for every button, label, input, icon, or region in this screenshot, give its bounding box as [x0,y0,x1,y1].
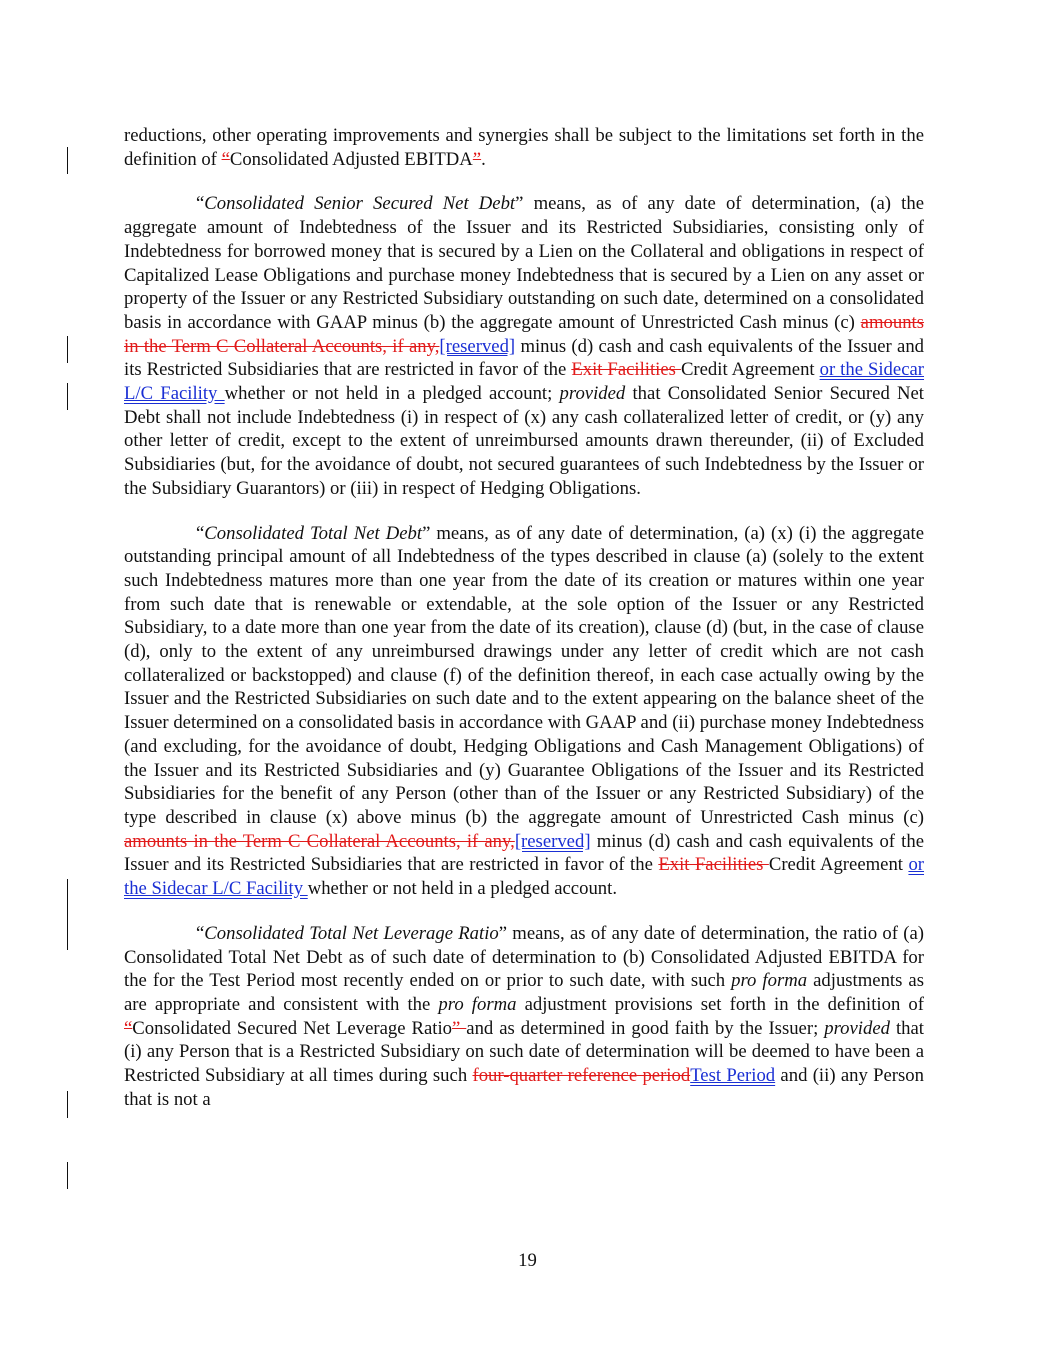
text-run: “ [196,193,205,215]
deleted-text: amounts in the Term C Collateral Accounts, if any, [124,830,515,852]
page-number: 19 [518,1250,537,1271]
text-run: ” means, as of any date of determination, (a) (x) (i) the aggregate outstanding principal amount of all Indebtedness of the types described in clause (a) (solely to the extent such Indebtedness matures more than one year from the date of its creation or matures within one year from such date that is renewable or extendable, at the sole option of the Issuer or any Restricted Subsidiary, to a date more than one year from the date of its creation), clause (d) (but, in the case of clause (d), only to the extent of any unreimbursed drawings under any letter of credit which are not cash collateralized or backstopped) and clause (f) of the definition thereof, in each case actually owing by the Issuer and the Restricted Subsidiaries on such date and to the extent appearing on the balance sheet of the Issuer determined on a consolidated basis in accordance with GAAP and (ii) purchase money Indebtedness (and excluding, for the avoidance of doubt, Hedging Obligations and Cash Management Obligations) of the Issuer and its Restricted Subsidiaries and (y) Guarantee Obligations of the Issuer and its Restricted Subsidiaries for the benefit of any Person (other than of the Issuer or any Restricted Subsidiary) of the type described in clause (x) above minus (b) the aggregate amount of Unrestricted Cash minus (c) [124,522,924,828]
inserted-text: Test Period [690,1065,776,1087]
change-bar [67,147,68,174]
paragraph-continuation [124,124,924,171]
deleted-text: Exit Facilities [658,854,769,876]
deleted-text: ” [452,1017,467,1039]
inserted-text: or the Sidecar L/C Facility [124,359,925,405]
change-bar [67,336,68,363]
deleted-text: four-quarter reference period [472,1065,691,1087]
change-bar [67,383,68,410]
italic-text: pro forma [438,993,517,1015]
text-run: “ [196,922,205,944]
inserted-text: or the Sidecar L/C Facility [124,854,925,900]
defined-term: Consolidated Senior Secured Net Debt [204,193,516,215]
deleted-text: “ [124,1017,133,1039]
defined-term: Consolidated Total Net Debt [204,522,423,544]
italic-text: provided [559,383,626,405]
text-run: whether or not held in a pledged account; [224,383,560,405]
inserted-text: [reserved] [514,830,591,852]
text-run: Credit Agreement [680,359,820,381]
text-run: that (i) any Person that is a Restricted Subsidiary on such date of determination will be deemed to have been a Restricted Subsidiary at all times during such [124,1017,924,1087]
text-run: ” means, as of any date of determination, the ratio of (a) Consolidated Total Net Debt as of such date of determination to (b) Consolidated Adjusted EBITDA for the for the Test Period most recently ended on or prior to such date, with such [124,922,925,992]
text-run: and (ii) any Person that is not a [124,1065,924,1110]
text-run: adjustment provisions set forth in the definition of [516,993,924,1015]
definition-consolidated-total-net-leverage-ratio [124,922,924,1112]
text-run: minus (d) cash and cash equivalents of the Issuer and its Restricted Subsidiaries that are restricted in favor of the [124,335,925,381]
text-run: Credit Agreement [768,854,909,876]
change-bar [67,879,68,950]
deleted-text: ” [472,148,482,170]
text-run: and as determined in good faith by the Issuer; [466,1017,825,1039]
document-body [124,124,924,1111]
inserted-text: [reserved] [439,335,516,357]
deleted-text: “ [221,148,230,170]
change-bar [67,1162,68,1189]
text-run: reductions, other operating improvements and synergies shall be subject to the limitations set forth in the definition of [124,125,924,170]
change-bar [67,1091,68,1118]
text-run: Consolidated Secured Net Leverage Ratio [132,1017,453,1039]
text-run: minus (d) cash and cash equivalents of the Issuer and its Restricted Subsidiaries that are restricted in favor of the [124,830,924,876]
text-run: that Consolidated Senior Secured Net Debt shall not include Indebtedness (i) in respect of (x) any cash collateralized letter of credit, or (y) any other letter of credit, except to the extent of unreimbursed amounts drawn thereunder, (ii) of Excluded Subsidiaries (but, for the avoidance of doubt, not secured guarantees of such Indebtedness by the Issuer or the Subsidiary Guarantors) or (iii) in respect of Hedging Obligations. [124,383,924,499]
text-run: . [481,148,486,170]
text-run: ” means, as of any date of determination, (a) the aggregate amount of Indebtedness of the Issuer and its Restricted Subsidiaries, consisting only of Indebtedness for borrowed money that is secured by a Lien on the Collateral and obligations in respect of Capitalized Lease Obligations and purchase money Indebtedness that is secured by a Lien on any asset or property of the Issuer or any Restricted Subsidiary outstanding on such date, determined on a consolidated basis in accordance with GAAP minus (b) the aggregate amount of Unrestricted Cash minus (c) [124,193,924,333]
defined-term: Consolidated Total Net Leverage Ratio [204,922,499,944]
italic-text: pro forma [731,970,808,992]
text-run: whether or not held in a pledged account. [307,878,617,900]
deleted-text: amounts in the Term C Collateral Accounts, if any, [124,311,924,357]
text-run: Consolidated Adjusted EBITDA [229,148,473,170]
text-run: “ [196,522,205,544]
definition-consolidated-total-net-debt [124,522,924,901]
deleted-text: Exit Facilities [571,359,681,381]
italic-text: provided [824,1017,890,1039]
definition-consolidated-senior-secured-net-debt [124,192,924,500]
text-run: adjustments as are appropriate and consistent with the [124,970,924,1015]
